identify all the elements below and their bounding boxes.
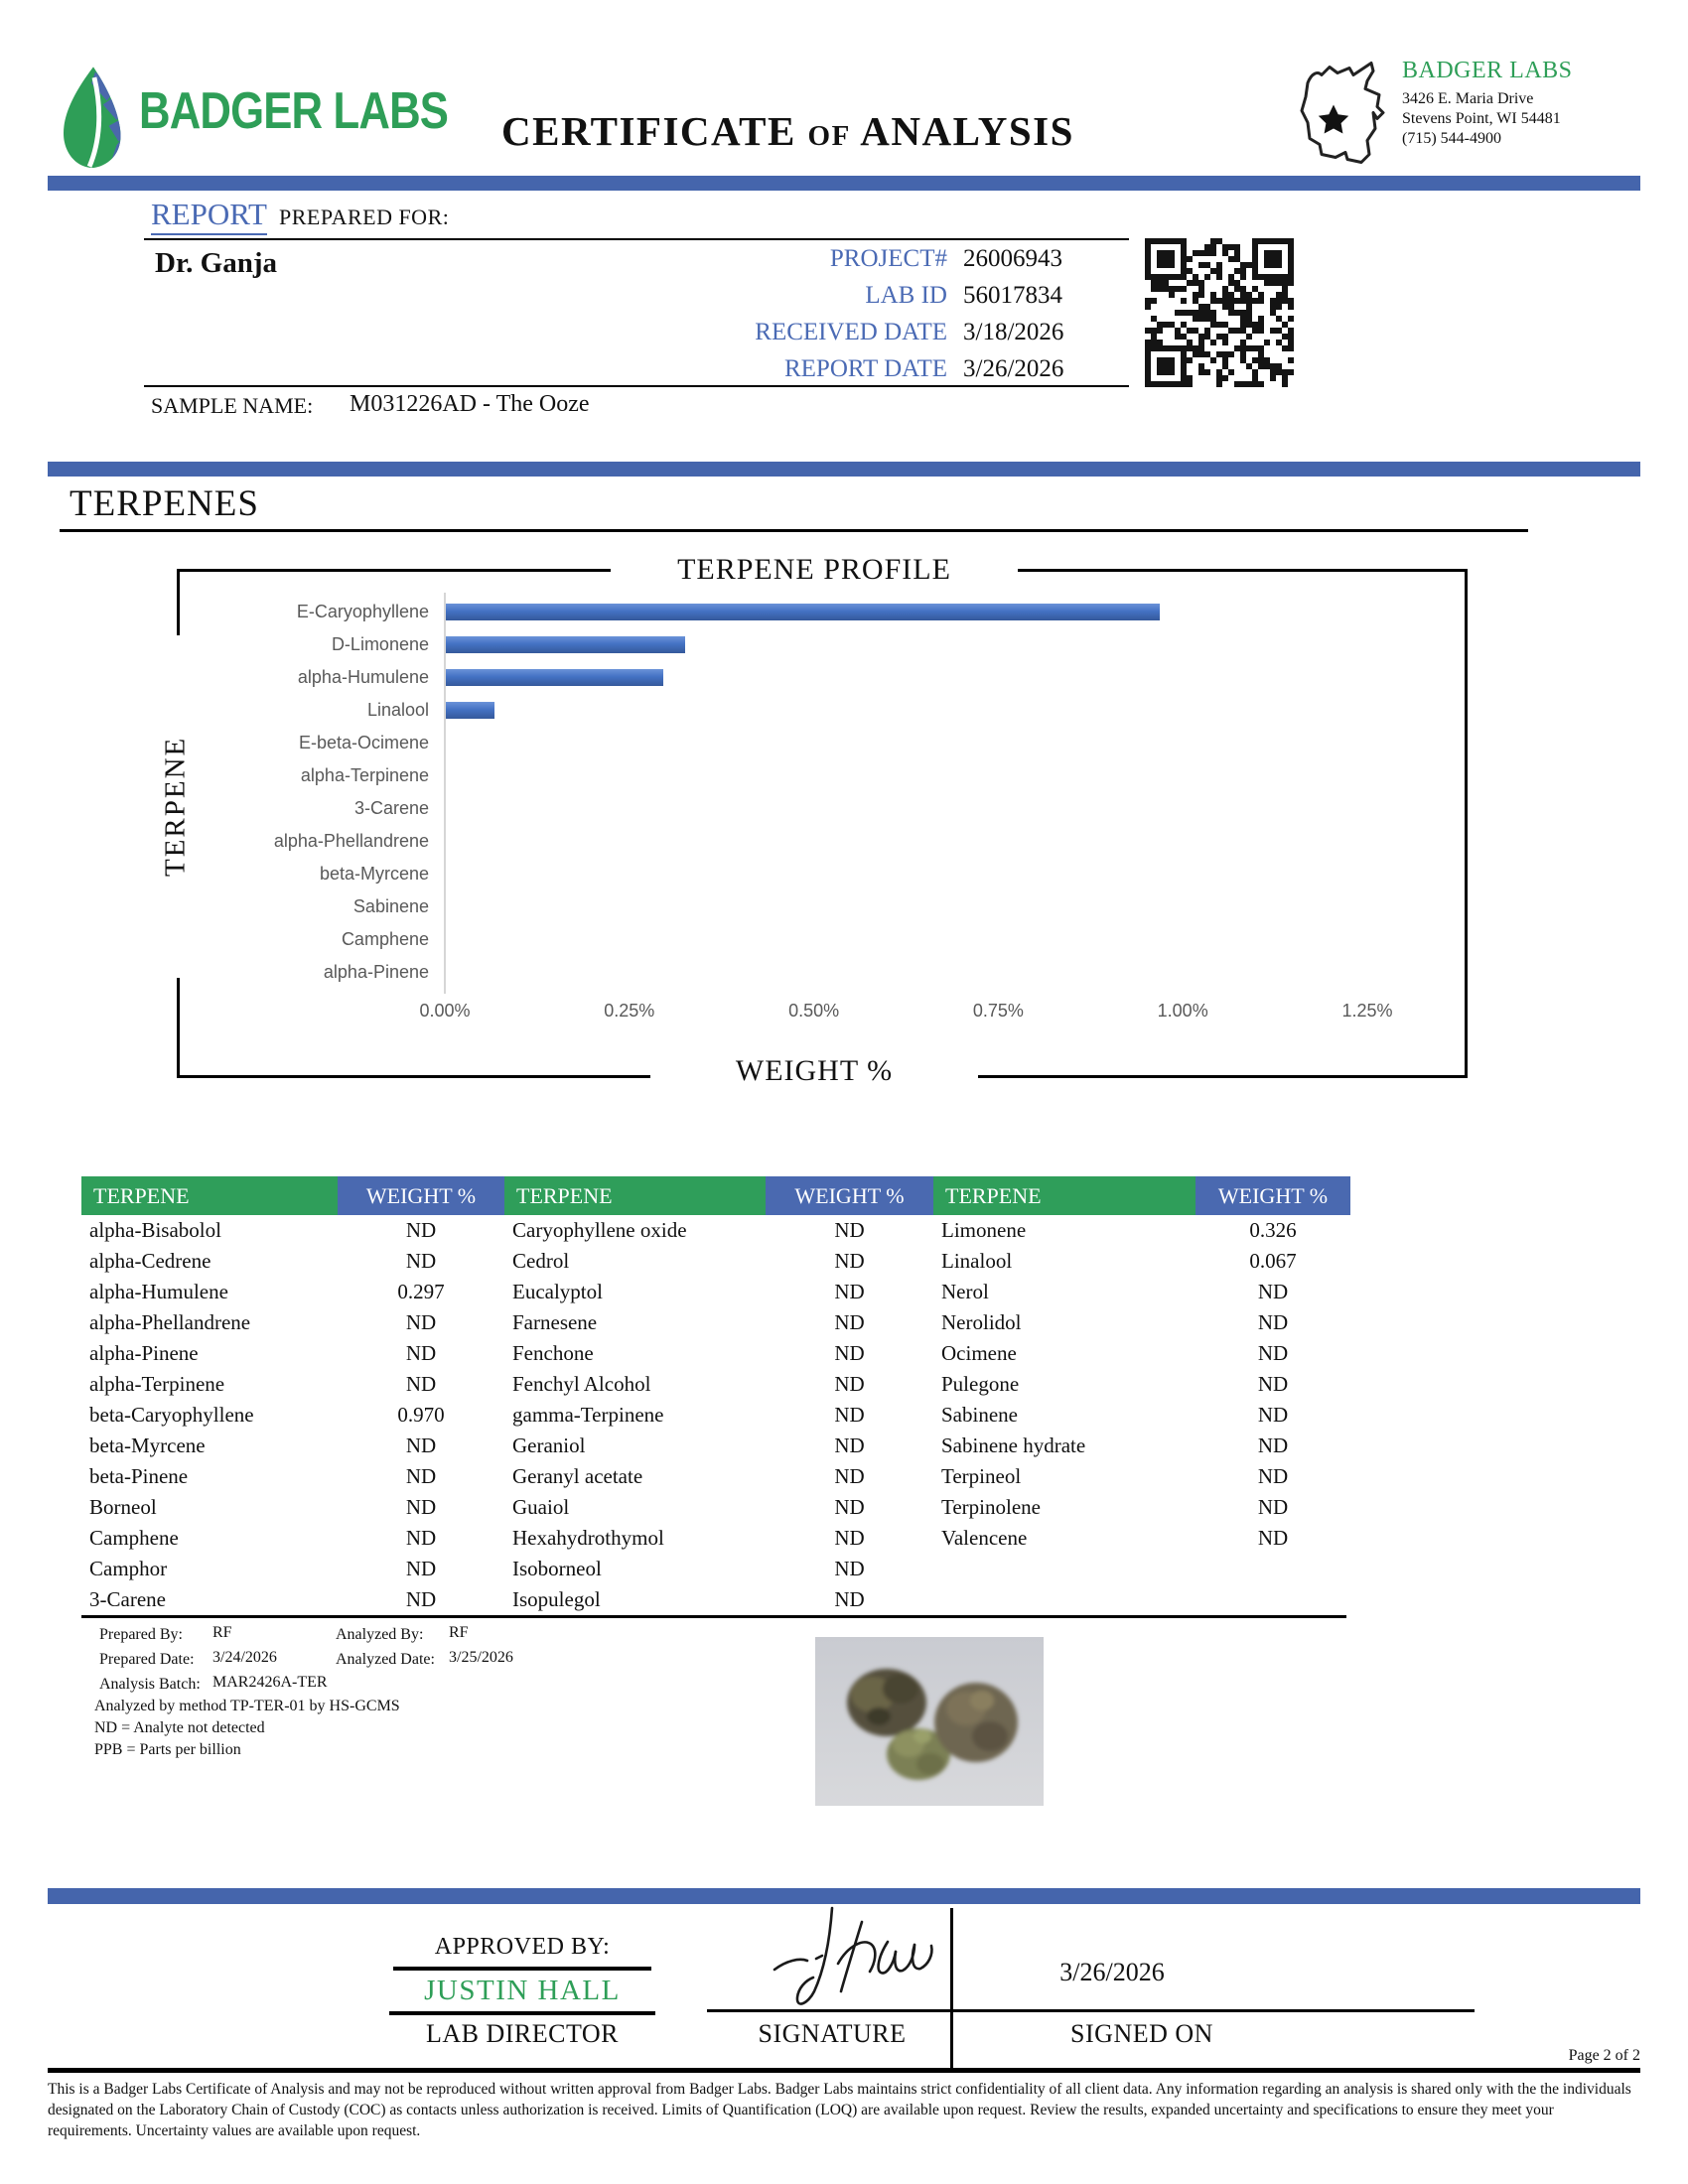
table-cell-weight: ND [405,1218,437,1242]
chart-bar-area [445,596,1430,628]
lab-name: BADGER LABS [1402,58,1573,83]
report-field-value: 56017834 [963,282,1062,310]
chart-xtick-label: 0.50% [788,1001,840,1021]
chart-row [189,956,1430,989]
table-cell-terpene: Eucalyptol [512,1280,603,1303]
chart-xticks [0,1001,1688,1026]
report-field-label: PROJECT# [829,245,947,273]
chart-xtick-label: 0.75% [972,1001,1024,1021]
badger-labs-leaf-logo-icon [55,64,132,173]
chart-category-label: alpha-Phellandrene [273,831,429,851]
chart-bar-area [445,759,1430,792]
chart-bar-area [445,923,1430,956]
chart-bar [445,604,1160,620]
chart-row [189,792,1430,825]
table-header-terpene: TERPENE [504,1176,766,1215]
table-cell-weight: ND [405,1587,437,1611]
table-cell-terpene: alpha-Bisabolol [89,1218,221,1242]
analyzed-by-label: Analyzed By: [336,1626,424,1643]
table-cell-weight: ND [834,1341,865,1365]
table-header-weight: WEIGHT % [1196,1176,1350,1215]
table-cell-weight: ND [405,1495,437,1519]
disclaimer-text: This is a Badger Labs Certificate of Analysis and may not be reproduced without written approval from Badger Labs. Badger Labs maintains strict confidentiality of all client data. Any information regarding an analysis is shared only with the the individuals designated on the Laboratory Chain of Custody (COC) as contacts unless authorization is received. Limits of Quantification (LOQ) are available upon request. Review the results, expanded uncertainty and specifications to ensure they meet your requirements. Uncertainty values are available upon request. [48,2081,1631,2139]
chart-category-label: alpha-Humulene [297,667,429,687]
chart-category-label: E-Caryophyllene [296,602,429,621]
chart-xtick-label: 1.25% [1341,1001,1393,1021]
table-cell-terpene: Nerol [941,1280,989,1303]
signed-on-label: SIGNED ON [1070,2019,1213,2048]
chart-rows [189,596,1430,989]
signature-label: SIGNATURE [758,2019,907,2048]
chart-bar [445,702,494,719]
approver-name: JUSTIN HALL [424,1975,621,2006]
table-cell-terpene: Isopulegol [512,1587,601,1611]
footer-rule [48,2068,1640,2073]
chart-zero-axis [444,593,446,994]
table-cell-weight: ND [405,1557,437,1580]
lab-address-line1: 3426 E. Maria Drive [1402,90,1534,107]
terpene-table [81,1176,1350,1615]
table-cell-weight: ND [405,1372,437,1396]
table-cell-weight: ND [1257,1341,1289,1365]
chart-row [189,694,1430,727]
table-cell-terpene: alpha-Phellandrene [89,1310,251,1334]
divider-bar-top [48,176,1640,191]
table-cell-weight: ND [1257,1526,1289,1550]
table-cell-weight: ND [834,1464,865,1488]
table-cell-weight: ND [1257,1464,1289,1488]
chart-xtick-label: 1.00% [1157,1001,1208,1021]
lab-address-line2: Stevens Point, WI 54481 [1402,110,1561,127]
table-cell-terpene: Fenchone [512,1341,594,1365]
chart-category-label: D-Limonene [331,634,429,654]
table-cell-terpene: Camphor [89,1557,168,1580]
table-cell-terpene: Terpinolene [941,1495,1041,1519]
report-field-label: RECEIVED DATE [755,318,947,345]
chart-category-label: alpha-Pinene [323,962,429,982]
chart-row [189,628,1430,661]
table-cell-terpene: 3-Carene [89,1587,166,1611]
analysis-batch-label: Analysis Batch: [99,1676,201,1693]
table-cell-weight: 0.297 [397,1280,445,1303]
table-cell-terpene: Ocimene [941,1341,1017,1365]
table-cell-weight: ND [1257,1280,1289,1303]
chart-row [189,858,1430,890]
table-cell-weight: ND [834,1280,865,1303]
table-cell-terpene: alpha-Cedrene [89,1249,211,1273]
nd-note: ND = Analyte not detected [94,1719,265,1736]
chart-bar-area [445,792,1430,825]
prepared-date-value: 3/24/2026 [212,1649,277,1666]
chart-category-label: 3-Carene [353,798,429,818]
table-cell-terpene: Linalool [941,1249,1013,1273]
chart-row [189,727,1430,759]
client-name: Dr. Ganja [155,247,277,279]
prepared-date-label: Prepared Date: [99,1651,195,1668]
signature-image [747,1902,955,2013]
report-field-row [556,350,1112,387]
table-cell-weight: ND [1257,1495,1289,1519]
table-cell-weight: 0.067 [1249,1249,1297,1273]
table-cell-weight: ND [834,1403,865,1427]
qr-module [1288,381,1294,387]
chart-y-axis-label: TERPENE [155,635,197,978]
analyzed-date-value: 3/25/2026 [449,1649,513,1666]
table-cell-weight [1196,1584,1350,1615]
chart-bar-area [445,727,1430,759]
chart-row [189,825,1430,858]
table-cell-terpene: Sabinene hydrate [941,1433,1086,1457]
table-header-terpene: TERPENE [81,1176,338,1215]
report-footer-rule [144,385,1129,387]
sample-name-label: SAMPLE NAME: [151,393,314,418]
table-cell-terpene: Pulegone [941,1372,1020,1396]
chart-category-label: Sabinene [352,896,429,916]
table-cell-weight: ND [834,1587,865,1611]
table-cell-terpene [933,1584,1196,1615]
ppb-note: PPB = Parts per billion [94,1741,241,1758]
chart-row [189,661,1430,694]
report-field-value: 26006943 [963,245,1062,273]
chart-category-label: alpha-Terpinene [300,765,429,785]
table-cell-terpene: Guaiol [512,1495,570,1519]
table-cell-terpene: alpha-Terpinene [89,1372,225,1396]
lab-phone: (715) 544-4900 [1402,130,1501,147]
divider-bar-terpenes [48,462,1640,477]
table-cell-weight: ND [405,1464,437,1488]
report-fields [556,241,1112,387]
chart-bar-area [445,858,1430,890]
table-cell-weight: ND [1257,1403,1289,1427]
chart-bar-area [445,890,1430,923]
table-cell-weight: ND [834,1526,865,1550]
analysis-batch-value: MAR2426A-TER [212,1674,328,1691]
table-header-weight: WEIGHT % [338,1176,504,1215]
page-number: Page 2 of 2 [1568,2047,1640,2064]
chart-row [189,596,1430,628]
table-cell-terpene: Terpineol [941,1464,1022,1488]
table-cell-weight: ND [834,1495,865,1519]
section-title: TERPENES [70,483,259,524]
chart-row [189,890,1430,923]
table-cell-weight: ND [405,1526,437,1550]
report-section-label: REPORT [151,197,267,235]
logo-wordmark: BADGER LABS [139,82,449,140]
wisconsin-map-icon [1294,52,1393,173]
chart-category-label: beta-Myrcene [319,864,429,884]
report-field-label: LAB ID [865,282,947,310]
approver-rule [389,2011,655,2015]
table-cell-weight: 0.970 [397,1403,445,1427]
chart-row [189,923,1430,956]
prepared-for-label: PREPARED FOR: [279,205,450,229]
page-title: CERTIFICATE of ANALYSIS [501,108,1074,154]
table-cell-weight: ND [834,1218,865,1242]
table-cell-weight: ND [834,1433,865,1457]
signature-rule [707,2009,1475,2012]
prepared-by-value: RF [212,1624,232,1641]
table-cell-terpene: Geraniol [512,1433,586,1457]
table-cell-weight: ND [834,1557,865,1580]
table-cell-weight: ND [834,1249,865,1273]
table-cell-terpene: Nerolidol [941,1310,1022,1334]
table-header-weight: WEIGHT % [766,1176,933,1215]
chart-bar-area [445,825,1430,858]
table-bottom-rule [81,1615,1346,1618]
chart-category-label: Linalool [366,700,429,720]
table-cell-terpene: Sabinene [941,1403,1018,1427]
table-cell-terpene: alpha-Pinene [89,1341,199,1365]
table-header-terpene: TERPENE [933,1176,1196,1215]
sample-photo [815,1637,1044,1806]
chart-category-label: E-beta-Ocimene [298,733,429,752]
table-cell-weight: ND [834,1372,865,1396]
chart-title: TERPENE PROFILE [611,553,1018,587]
chart-bar [445,669,663,686]
table-cell-terpene: alpha-Humulene [89,1280,228,1303]
report-field-label: REPORT DATE [783,354,947,382]
table-cell-terpene: beta-Myrcene [89,1433,206,1457]
table-cell-terpene: Valencene [941,1526,1028,1550]
table-cell-weight: ND [405,1249,437,1273]
table-cell-terpene: Borneol [89,1495,157,1519]
table-cell-weight: ND [405,1433,437,1457]
report-field-value: 3/26/2026 [963,354,1064,382]
table-cell-terpene: Geranyl acetate [512,1464,643,1488]
method-note: Analyzed by method TP-TER-01 by HS-GCMS [94,1698,400,1714]
report-field-value: 3/18/2026 [963,318,1064,345]
prepared-by-label: Prepared By: [99,1626,183,1643]
table-cell-terpene: Limonene [941,1218,1027,1242]
sample-name-value: M031226AD - The Ooze [350,391,590,417]
table-cell-terpene: Farnesene [512,1310,598,1334]
report-field-row [556,241,1112,278]
table-cell-weight [1196,1554,1350,1584]
chart-bar-area [445,628,1430,661]
table-cell-terpene: Isoborneol [512,1557,602,1580]
analyzed-date-label: Analyzed Date: [336,1651,435,1668]
chart-bar-area [445,694,1430,727]
chart-category-label: Camphene [341,929,429,949]
chart-bar [445,636,685,653]
chart-xtick-label: 0.25% [604,1001,655,1021]
chart-row [189,759,1430,792]
approved-by-rule [393,1967,651,1971]
table-cell-terpene: beta-Caryophyllene [89,1403,254,1427]
table-cell-terpene: gamma-Terpinene [512,1403,664,1427]
table-cell-terpene: Fenchyl Alcohol [512,1372,651,1396]
chart-x-axis-label: WEIGHT % [650,1054,978,1088]
chart-bar-area [445,956,1430,989]
table-cell-terpene: Camphene [89,1526,179,1550]
chart-bar-area [445,661,1430,694]
table-cell-weight: ND [834,1310,865,1334]
table-cell-weight: ND [1257,1433,1289,1457]
signed-date: 3/26/2026 [1059,1958,1165,1986]
qr-code [1140,233,1299,392]
approver-title: LAB DIRECTOR [425,2019,620,2048]
table-cell-terpene: beta-Pinene [89,1464,189,1488]
report-header-rule [144,238,1129,240]
table-cell-terpene: Cedrol [512,1249,570,1273]
table-cell-terpene: Caryophyllene oxide [512,1218,687,1242]
table-cell-weight: ND [1257,1372,1289,1396]
analyzed-by-value: RF [449,1624,469,1641]
report-field-row [556,315,1112,351]
table-cell-terpene [933,1554,1196,1584]
report-field-row [556,278,1112,315]
approved-by-label: APPROVED BY: [434,1934,611,1960]
table-cell-weight: ND [405,1341,437,1365]
table-cell-terpene: Hexahydrothymol [512,1526,664,1550]
section-title-rule [60,529,1528,532]
table-cell-weight: ND [405,1310,437,1334]
table-cell-weight: ND [1257,1310,1289,1334]
table-cell-weight: 0.326 [1249,1218,1297,1242]
chart-xtick-label: 0.00% [419,1001,471,1021]
